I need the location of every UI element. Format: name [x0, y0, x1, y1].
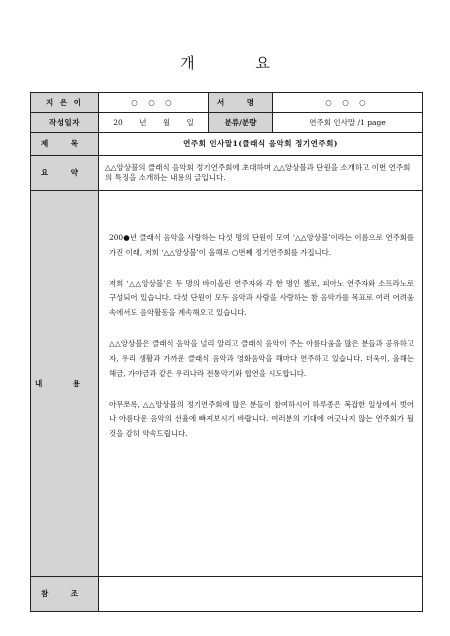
- category-label: 분류/분량: [209, 113, 273, 133]
- document-title: 개 요: [180, 54, 298, 72]
- sign-label: 서 명: [209, 93, 273, 113]
- summary-value: △△앙상블의 클래식 음악회 정기연주회에 초대하며 △△앙상블과 단원을 소개하고 이번 연주회의 특징을 소개하는 내용의 글입니다.: [99, 156, 423, 191]
- author-row: [31, 93, 423, 113]
- content-paragraph-4: 아무쪼록, △△앙상블의 정기연주회에 많은 분들이 참여하시어 하루종은 복잡한 일상에서 벗어나 아름다운 음악의 선율에 빠져보시기 바랍니다. 여러분의 기대에 어긋나지 않는 연주회가 될 것을 감히 약속드립니다.: [109, 399, 414, 439]
- summary-label: 요 약: [31, 156, 99, 191]
- author-label: 지 은 이: [31, 93, 99, 113]
- author-value: ○ ○ ○: [99, 93, 209, 113]
- content-paragraph-3: △△앙상블은 클래식 음악을 널리 알리고 클래식 음악이 주는 아름다움을 많은 분들과 공유하고자, 우리 생활과 가까운 클래식 음악과 영화음악을 해마다 연주하고 있습니다. 더욱이, 올해는 해금, 가야금과 같은 우리나라 전통악기와 협연을 시도합니다.: [109, 339, 414, 378]
- overview-form: [30, 92, 423, 612]
- reference-row: [31, 577, 423, 612]
- reference-value: [99, 577, 423, 612]
- category-value: 연주회 인사말 /1 page: [273, 113, 423, 133]
- reference-label: 참 조: [31, 577, 99, 612]
- content-body: [99, 191, 423, 577]
- date-value: 20 년 월 일: [99, 113, 209, 133]
- subject-row: [31, 133, 423, 156]
- content-label: 내 용: [31, 191, 99, 577]
- content-paragraph-1: 200●년 클래식 음악을 사랑하는 다섯 명의 단원이 모여 ‘△△앙상블’이라는 이름으로 연주회를 가진 이래, 저희 ‘△△앙상블’이 올해로 ○번째 정기연주회를 가집니다.: [109, 233, 414, 257]
- date-row: [31, 113, 423, 133]
- content-row: [31, 191, 423, 577]
- subject-value: 연주회 인사말1(클래식 음악회 정기연주회): [99, 133, 423, 156]
- summary-row: [31, 156, 423, 191]
- date-label: 작성일자: [31, 113, 99, 133]
- content-paragraph-2: 저희 ‘△△앙상블’은 두 명의 바이올린 연주자와 각 한 명인 첼로, 피아노 연주자와 소프라노로 구성되어 있습니다. 다섯 단원이 모두 음악과 사람을 사랑하는 참 음악가를 목표로 여러 어려움 속에서도 음악활동을 계속해오고 있습니다.: [109, 278, 414, 318]
- subject-label: 제 목: [31, 133, 99, 156]
- sign-value: ○ ○ ○: [273, 93, 423, 113]
